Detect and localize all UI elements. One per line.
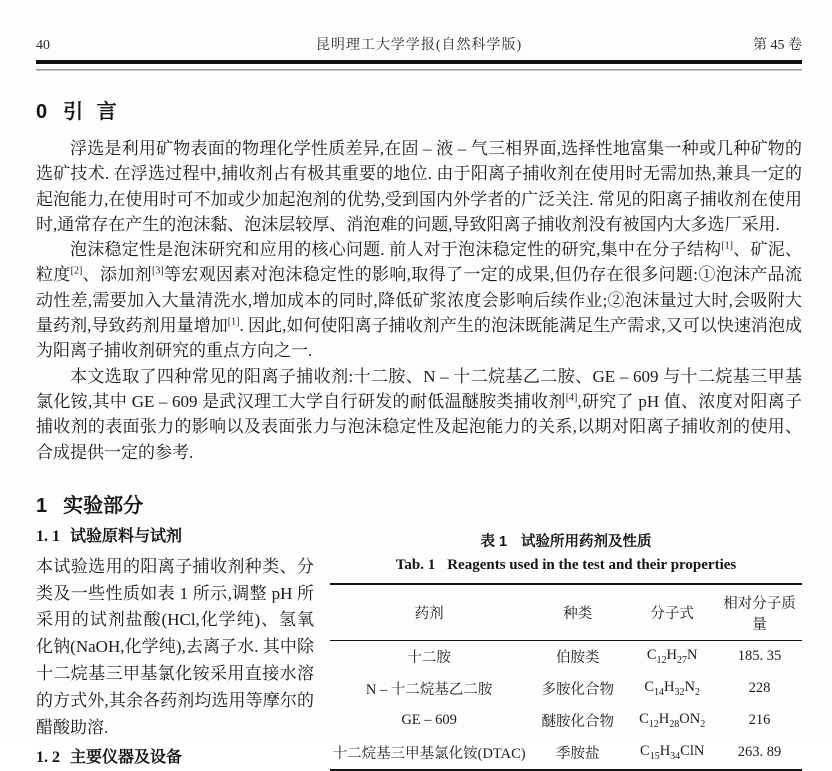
paragraph-text: 、矿泥、粒度 [36,240,802,285]
subsection-title: 试验原料与试剂 [70,527,183,545]
subsection-1-2-heading [36,744,314,767]
molar-mass-cell: 263. 89 [737,744,782,761]
reagent-type-cell: 季胺盐 [556,746,600,763]
reference-marker: [4] [565,392,578,404]
header-rule-thin [36,69,802,71]
table-row [330,737,802,770]
reagent-name-cell: N – 十二烷基乙二胺 [365,682,493,699]
reference-marker: [3] [152,265,164,277]
table-row [330,640,802,673]
journal-title: 昆明理工大学学报(自然科学版) [315,38,523,53]
formula-cell: $C_{15}H_{34}ClN$ [640,743,705,763]
reagent-type-cell: 伯胺类 [556,650,600,667]
subsection-number: 1. 1 [36,527,60,545]
table1-title-zh: 试验所用药剂及性质 [521,533,652,550]
column-header-type: 种类 [528,584,627,641]
page-header [36,34,802,54]
table1-title-en: Reagents used in the test and their properties [447,556,737,573]
left-column [36,520,314,771]
table1-label-en: Tab. 1 [395,556,436,573]
section-title: 引 言 [63,101,121,123]
table-row [330,673,802,705]
subsection-1-1-heading [36,523,314,546]
intro-paragraph-3 [36,364,802,465]
reagent-type-cell: 多胺化合物 [541,682,615,699]
reagents-table [330,583,802,771]
reagent-name-cell: 十二胺 [407,650,451,667]
paragraph-text: ,研究了 pH 值、浓度对阳离子捕收剂的表面张力的影响以及表面张力与泡沫稳定性及起泡能力的关系,以期对阳离子捕收剂的使用、合成提供一定的参考. [36,391,802,462]
molar-mass-cell: 228 [748,680,771,697]
reagent-name-cell: 十二烷基三甲基氯化铵(DTAC) [332,746,526,763]
two-column-block [36,520,802,771]
paragraph-text: 泡沫稳定性是泡沫研究和应用的核心问题. 前人对于泡沫稳定性的研究,集中在分子结构 [70,240,722,260]
header-rule-thick [36,60,802,64]
table-header-row [330,584,802,641]
paragraph-text: 、添加剂 [82,265,153,285]
section-number: 0 [36,101,48,123]
section-title: 实验部分 [63,494,144,517]
intro-paragraph-1: 浮选是利用矿物表面的物理化学性质差异,在固 – 液 – 气三相界面,选择性地富集一种或几种矿物的选矿技术. 在浮选过程中,捕收剂占有极其重要的地位. 由于阳离子捕收剂在使用时无需加热,兼具一定的起泡能力,在使用时可不加或少加起泡剂的优势,受到国内外学者的广泛关注. 常见的阳离子捕收剂在使用时,通常存在产生的泡沫黏、泡沫层较厚、消泡难的问题,导致阳离子捕收剂没有被国内大多选厂采用. [36,139,802,234]
column-header-reagent: 药剂 [330,584,528,641]
molar-mass-cell: 216 [748,712,771,729]
column-header-molar-mass: 相对分子质量 [717,584,802,641]
formula-cell: $C_{14}H_{32}N_2$ [644,679,700,699]
section-number: 1 [36,494,48,517]
table-row [330,705,802,737]
paragraph-text: 等宏观因素对泡沫稳定性的影响,取得了一定的成果,但仍存在很多问题:①泡沫产品流动性差,需要加入大量清洗水,增加成本的同时,降低矿浆浓度会影响后续作业;②泡沫量过大时,会吸附大量药剂,导致药剂用量增加 [36,265,802,336]
subsection-title: 主要仪器及设备 [70,749,183,767]
formula-cell: $C_{12}H_{27}N$ [646,647,698,667]
paragraph-text: . 因此,如何使阳离子捕收剂产生的泡沫既能满足生产需求,又可以快速消泡成为阳离子捕收剂研究的重点方向之一. [36,316,803,361]
materials-paragraph: 本试验选用的阳离子捕收剂种类、分类及一些性质如表 1 所示,调整 pH 所采用的试剂盐酸(HCl,化学纯)、氢氧化钠(NaOH,化学纯),去离子水. 其中除十二烷基三甲基氯化铵采用直接水溶的方式外,其余各药剂均选用等摩尔的醋酸助溶. [36,556,314,737]
table1-label-zh: 表 1 [480,533,508,550]
reference-marker: [1] [227,316,240,328]
paragraph-text: 本文选取了四种常见的阳离子捕收剂:十二胺、N – 十二烷基乙二胺、GE – 609 与十二烷基三甲基氯化铵,其中 GE – 609 是武汉理工大学自行研发的耐低温醚胺类捕收剂 [36,366,802,411]
right-column [314,520,802,771]
subsection-number: 1. 2 [36,749,60,767]
reference-marker: [2] [70,265,83,277]
column-header-formula: 分子式 [627,584,717,641]
reagent-type-cell: 醚胺化合物 [541,714,615,731]
intro-paragraph-2 [36,237,802,363]
introduction-body [36,136,802,465]
section-0-heading [36,95,802,124]
formula-cell: $C_{12}H_{28}ON_2$ [639,711,706,731]
page-number: 40 [36,38,50,53]
table1-caption-zh [330,530,802,551]
reagent-name-cell: GE – 609 [401,712,457,729]
reference-marker: [1] [721,240,734,252]
table1-caption-en [330,557,802,574]
molar-mass-cell: 185. 35 [737,648,782,665]
section-1-heading [36,489,802,518]
volume-label: 第 45 卷 [753,38,802,53]
